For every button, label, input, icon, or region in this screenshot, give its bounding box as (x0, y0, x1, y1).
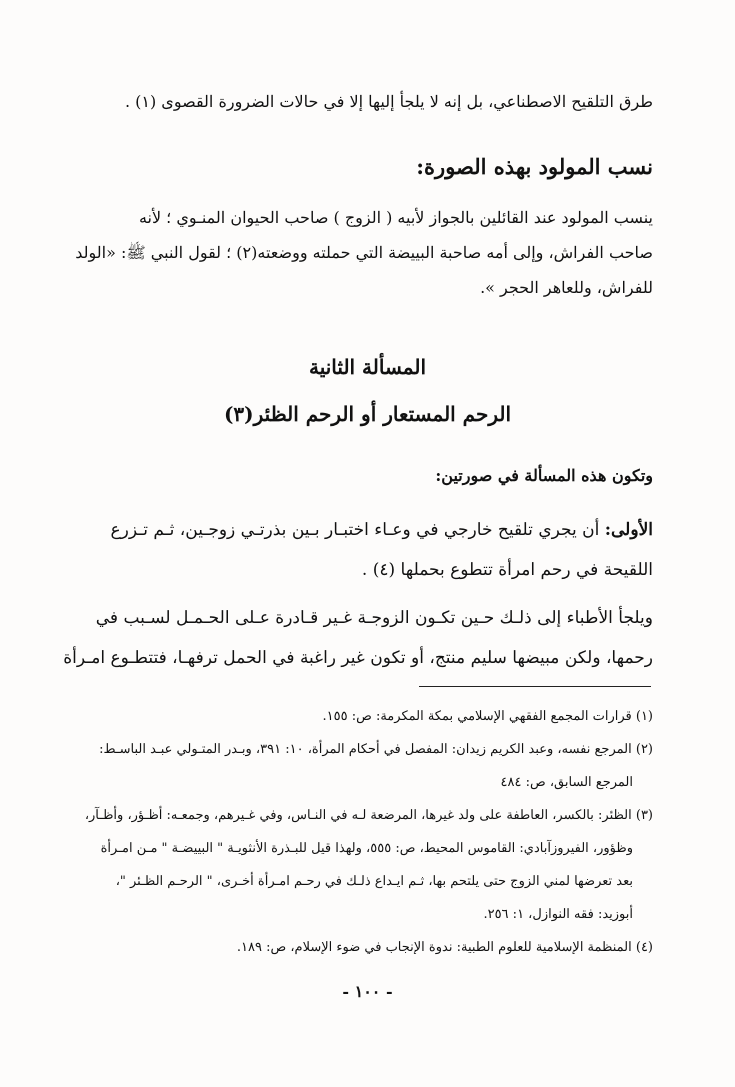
issue-subtitle: الرحم المستعار أو الرحم الظئر(٣) (223, 402, 512, 426)
first-form-paragraph (50, 510, 653, 590)
text-line: رحمها، ولكن مبيضها سليم منتج، أو تكون غير راغبة في الحمل ترفهـا، فتتطـوع امـرأة (63, 648, 653, 668)
issue-title: المسألة الثانية (308, 355, 427, 379)
footnotes (50, 700, 653, 964)
footnote-3: (٣) الظئر: بالكسر، العاطفة على ولد غيرها، المرضعة لـه في النـاس، وفي غـيرهم، وجمعـه: أظـؤر، وأظـآر، (84, 808, 653, 823)
first-form-label: الأولى: (604, 520, 653, 540)
text-line: طرق التلقيح الاصطناعي، بل إنه لا يلجأ إليها إلا في حالات الضرورة القصوى (١) . (124, 92, 653, 111)
footnote-3-continued: بعد تعرضها لمني الزوج حتى يلتحم بها، ثـم ايـداع ذلـك في رحـم امـرأة أخـرى، " الرحـم الظـئر "، (115, 874, 633, 889)
page-number: - ١٠٠ - (342, 982, 393, 1001)
footnote-separator (419, 686, 651, 687)
section-heading: نسب المولود بهذه الصورة: (416, 154, 653, 179)
footnote-4: (٤) المنظمة الإسلامية للعلوم الطبية: ندوة الإنجاب في ضوء الإسلام، ص: ١٨٩. (236, 940, 653, 955)
text-line: ينسب المولود عند القائلين بالجواز لأبيه ( الزوج ) صاحب الحيوان المنـوي ؛ لأنه (138, 208, 653, 227)
footnote-1: (١) قرارات المجمع الفقهي الإسلامي بمكة المكرمة: ص: ١٥٥. (322, 709, 653, 724)
text-line (50, 510, 653, 550)
footnote-3-continued: وظؤور، الفيروزآبادي: القاموس المحيط، ص: ٥٥٥، ولهذا قيل للبـذرة الأنثويـة " البييضـة " مـن امـرأة (100, 841, 633, 856)
text-line: اللقيحة في رحم امرأة تتطوع بحملها (٤) . (361, 560, 653, 580)
intro-paragraph (50, 88, 653, 116)
footnote-2: (٢) المرجع نفسه، وعبد الكريم زيدان: المفصل في أحكام المرأة، ١٠: ٣٩١، وبـدر المتـولي عبـد الباسـط: (99, 742, 653, 757)
text-line: للفراش، وللعاهر الحجر ». (480, 278, 653, 297)
doctors-paragraph (50, 598, 653, 678)
first-form-text: أن يجري تلقيح خارجي في وعـاء اختبـار بـين بذرتـي زوجـين، ثـم تـزرع (110, 520, 605, 540)
lineage-paragraph (50, 200, 653, 305)
text-line: ويلجأ الأطباء إلى ذلـك حـين تكـون الزوجـة غـير قـادرة عـلى الحـمـل لسـبب في (95, 608, 653, 628)
text-line: صاحب الفراش، وإلى أمه صاحبة البييضة التي حملته ووضعته(٢) ؛ لقول النبي ﷺ: «الولد (75, 243, 653, 262)
footnote-2-continued: المرجع السابق، ص: ٤٨٤ (500, 775, 633, 790)
footnote-3-continued: أبوزيد: فقه النوازل، ١: ٢٥٦. (483, 907, 633, 922)
forms-intro-heading: وتكون هذه المسألة في صورتين: (435, 466, 653, 485)
